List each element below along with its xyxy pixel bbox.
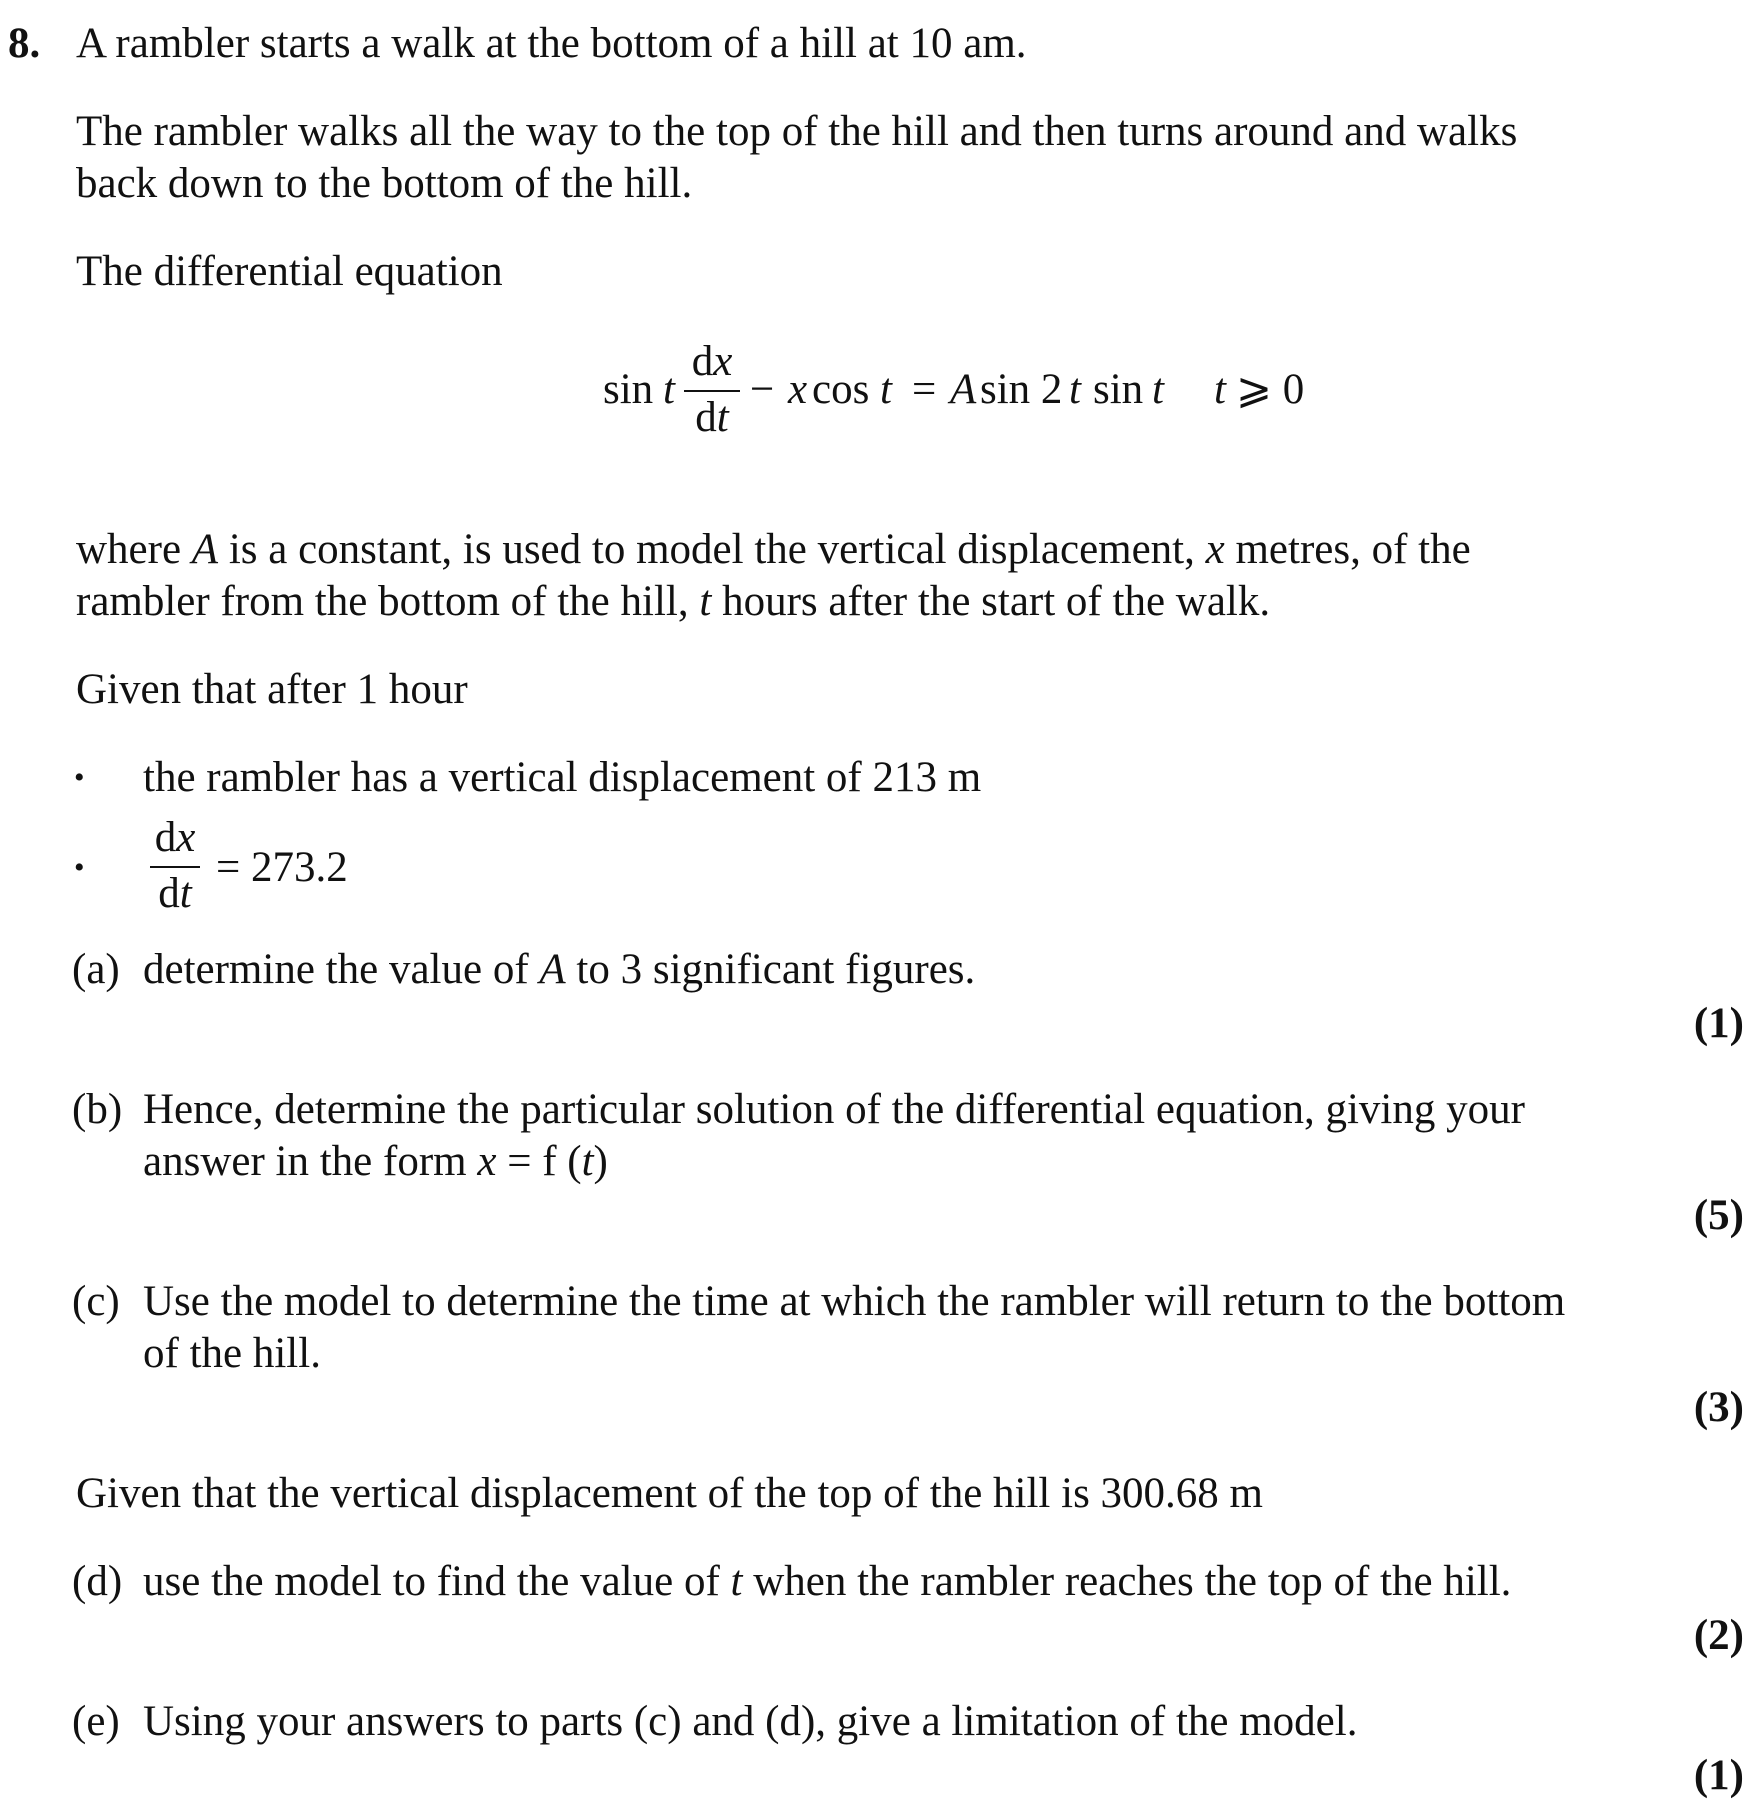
eq-condition: ⩾ 0 <box>1236 366 1305 413</box>
part-d-label: (d) <box>72 1558 123 1605</box>
intro-sentence: A rambler starts a walk at the bottom of a hill at 10 am. <box>76 20 1027 67</box>
where-text: hours after the start of the walk. <box>711 578 1271 625</box>
eq-derivative-fraction <box>684 338 740 442</box>
eq-t3: t <box>1069 366 1081 413</box>
part-b-label: (b) <box>72 1086 123 1133</box>
eq-t: t <box>663 366 675 413</box>
eq-sin: sin <box>603 366 654 413</box>
eq-cos: cos <box>812 366 870 413</box>
bullet-frac-denominator: dt <box>158 870 192 917</box>
question-number: 8. <box>8 20 41 67</box>
eq-sin2: sin 2 <box>980 366 1063 413</box>
var-t: t <box>730 1558 743 1605</box>
given-heading: Given that after 1 hour <box>76 666 468 713</box>
var-A: A <box>539 946 566 993</box>
part-d-marks: (2) <box>1693 1612 1744 1659</box>
bullet-rate-value: = 273.2 <box>216 844 348 891</box>
part-b-post: ) <box>593 1138 608 1185</box>
part-c-line2: of the hill. <box>143 1330 321 1377</box>
part-b-line2 <box>143 1136 608 1188</box>
part-e-label: (e) <box>72 1698 120 1745</box>
where-text: where <box>76 526 192 573</box>
part-c-line1: Use the model to determine the time at which the rambler will return to the bottom <box>143 1278 1566 1325</box>
part-d-text <box>143 1556 1511 1608</box>
part-c-marks: (3) <box>1693 1384 1744 1431</box>
bullet-icon: • <box>74 761 85 794</box>
given-top-of-hill: Given that the vertical displacement of the top of the hill is 300.68 m <box>76 1470 1263 1517</box>
part-c-label: (c) <box>72 1278 120 1325</box>
var-x: x <box>477 1138 497 1185</box>
part-b-line1: Hence, determine the particular solution of the differential equation, giving your <box>143 1086 1525 1133</box>
intro-paragraph-line1: The rambler walks all the way to the top of the hill and then turns around and walks <box>76 108 1518 155</box>
part-d-post: when the rambler reaches the top of the hill. <box>742 1558 1512 1605</box>
bullet-displacement: the rambler has a vertical displacement of 213 m <box>143 754 982 801</box>
eq-A: A <box>950 366 977 413</box>
eq-t2: t <box>880 366 892 413</box>
part-e-marks: (1) <box>1693 1752 1744 1799</box>
part-a-marks: (1) <box>1693 1000 1744 1047</box>
where-line2 <box>76 576 1270 628</box>
where-line1 <box>76 524 1471 576</box>
var-x: x <box>1205 526 1225 573</box>
bullet-frac-bar <box>150 866 200 868</box>
part-a-pre: determine the value of <box>143 946 540 993</box>
var-t: t <box>699 578 712 625</box>
bullet-icon: • <box>74 851 85 884</box>
part-b-pre: answer in the form <box>143 1138 478 1185</box>
where-text: rambler from the bottom of the hill, <box>76 578 700 625</box>
eq-minus: − <box>750 366 775 413</box>
var-A: A <box>191 526 219 573</box>
eq-t4: t <box>1152 366 1164 413</box>
bullet-derivative-fraction <box>150 814 200 918</box>
part-b-mid: = f ( <box>496 1138 582 1185</box>
differential-equation-intro: The differential equation <box>76 248 503 295</box>
part-d-pre: use the model to find the value of <box>143 1558 731 1605</box>
eq-frac-numerator: dx <box>691 338 733 385</box>
where-text: metres, of the <box>1224 526 1471 573</box>
bullet-frac-numerator: dx <box>154 814 196 861</box>
part-b-marks: (5) <box>1693 1192 1744 1239</box>
eq-sin3: sin <box>1093 366 1144 413</box>
part-a-label: (a) <box>72 946 120 993</box>
eq-x: x <box>788 366 808 413</box>
eq-frac-denominator: dt <box>695 394 729 441</box>
eq-condition-t: t <box>1214 366 1226 413</box>
eq-frac-bar <box>684 390 740 392</box>
var-t: t <box>581 1138 594 1185</box>
part-a-text <box>143 944 975 996</box>
part-a-post: to 3 significant figures. <box>565 946 976 993</box>
part-e-text: Using your answers to parts (c) and (d), give a limitation of the model. <box>143 1698 1358 1745</box>
where-text: is a constant, is used to model the vertical displacement, <box>218 526 1206 573</box>
eq-equals: = <box>912 366 937 413</box>
intro-paragraph-line2: back down to the bottom of the hill. <box>76 160 693 207</box>
